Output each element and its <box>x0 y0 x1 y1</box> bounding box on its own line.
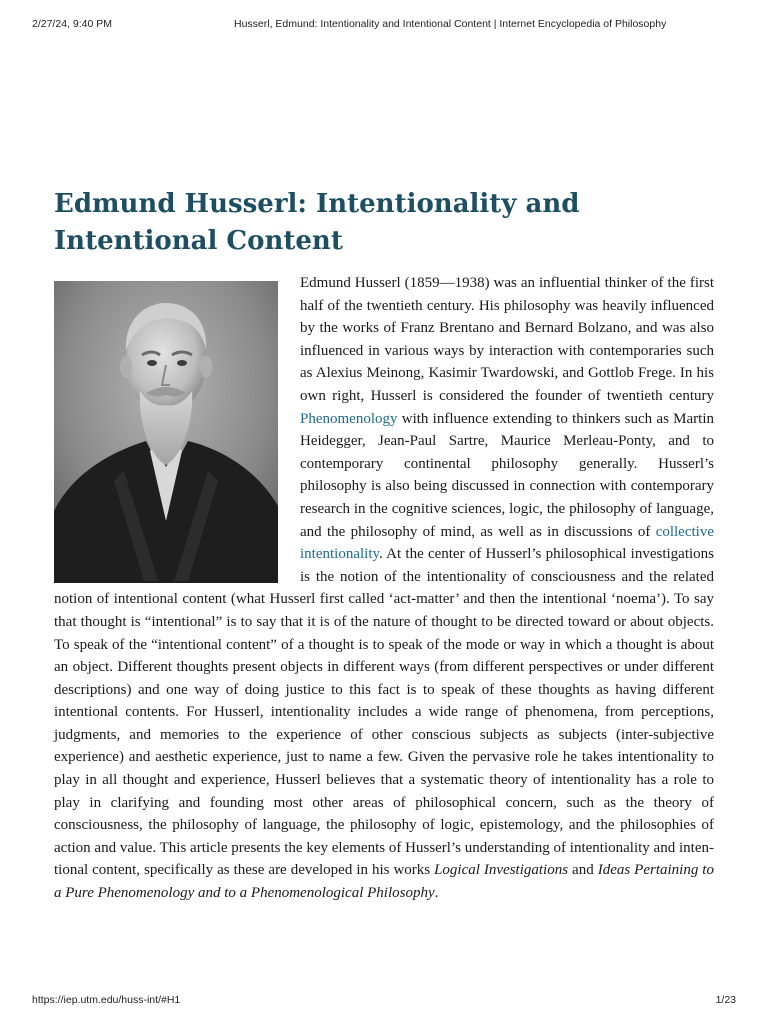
image-float-spacer <box>54 272 300 588</box>
work-title-ideas: Ideas Pertaining to a Pure Phenomenology and to a Phenomenological Philosophy <box>54 862 714 902</box>
intro-text-4: and <box>568 862 598 879</box>
page-indicator: 1/23 <box>715 994 736 1006</box>
article-title: Edmund Husserl: Intentionality and Intentional Content <box>54 189 580 256</box>
print-url: https://iep.utm.edu/huss-int/#H1 <box>32 994 181 1006</box>
print-page-title: Husserl, Edmund: Intentionality and Intentional Content | Internet Encyclopedia of Philosophy <box>234 18 667 30</box>
intro-text-1: Edmund Husserl (1859—1938) was an influential thinker of the first half of the twentieth century. His philosophy was heavily influenced by the works of Franz Brentano and Bernard Bolzano, and was also influenced in various ways by interaction with contemporaries such as Alexius Meinong, Kasimir Twardowski, and Gottlob Frege. In his own right, Husserl is considered the founder of twentieth century <box>300 275 714 404</box>
print-datetime: 2/27/24, 9:40 PM <box>32 18 112 30</box>
print-header <box>0 0 768 40</box>
work-title-logical-investigations: Logical Investigations <box>434 862 569 879</box>
print-footer <box>0 992 768 1024</box>
collective-intentionality-link[interactable]: collective intentionality <box>300 523 714 563</box>
intro-text-2: with influence extending to thinkers such as Martin Heidegger, Jean-Paul Sartre, Maurice Merleau-Ponty, and to contemporary continental philosophy generally. Husserl’s philosophy is also being discussed in connection with contemporary research in the cognitive sciences, logic, the philosophy of language, and the philosophy of mind, as well as in discussions of <box>300 410 714 540</box>
intro-text-5: . <box>434 885 439 902</box>
intro-text-3: . At the center of Husserl’s philosophical investigations is the notion of the intentionality of consciousness and the related notion of intentional content (what Husserl first called ‘act-matter’ and then the intentional ‘noema’). To say that thought is “intentional” is to say that it is of the nature of thought to be directed toward or about objects. To speak of the “intentional content” of a thought is to speak of the mode or way in which a thought is about an object. Different thoughts present objects in different ways (from different perspectives or under different descriptions) and one way of doing justice to this fact is to speak of these thoughts as having different intentional contents. For Husserl, intentionality includes a wide range of phenomena, from perceptions, judgments, and memories to the experience of other conscious subjects as subjects (inter-subjective experience) and aesthetic experience, just to name a few. Given the pervasive role he takes intentionality to play in all thought and experience, Husserl believes that a systematic theory of intentionality has a role to play in clarifying and founding most other areas of philosophical concern, such as the theory of consciousness, the philosophy of language, the philosophy of logic, epistemology, and the philosophies of action and value. This article presents the key elements of Husserl’s understanding of intentionality and intentional content, specifically as these are developed in his works <box>54 546 714 879</box>
phenomenology-link[interactable]: Phenomenology <box>300 410 398 427</box>
article-body <box>54 272 714 905</box>
